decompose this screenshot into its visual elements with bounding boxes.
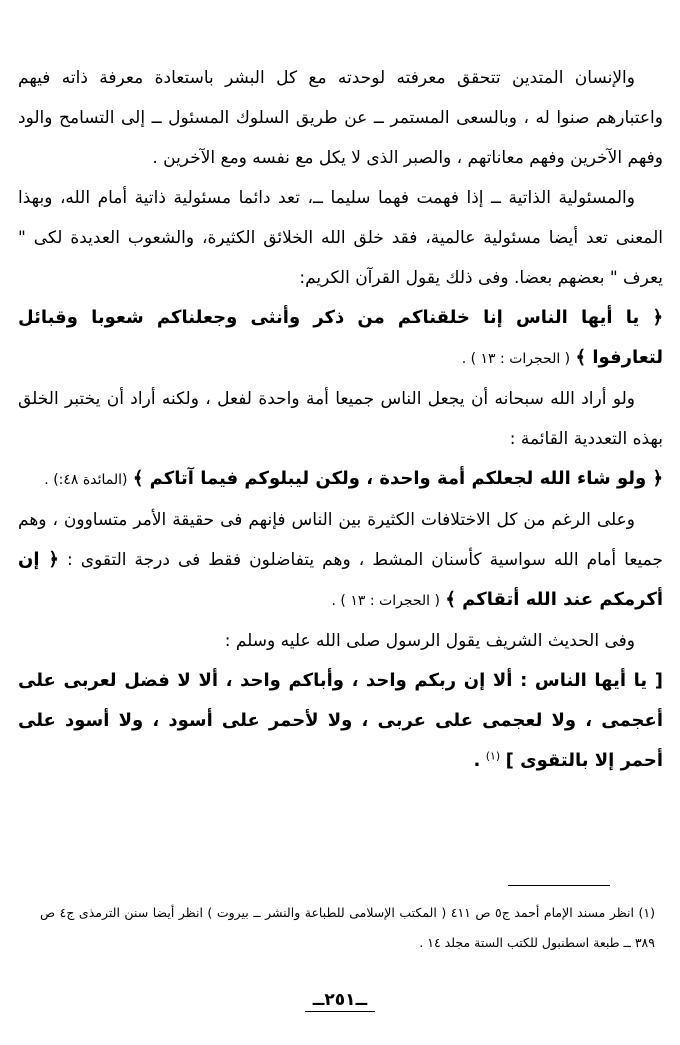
quran-ref-3: ( الحجرات : ١٣ ) . — [331, 593, 440, 609]
paragraph-2: والمسئولية الذاتية ــ إذا فهمت فهما سليما ــ، تعد دائما مسئولية ذاتية أمام الله، وبهذا المعنى تعد أيضا مسئولية عالمية، فقد خلق الله الخلائق الكثيرة، والشعوب العديدة لكى " يعرف " بعضهم بعضا. وفى ذلك يقول القرآن الكريم: — [18, 188, 663, 288]
main-text — [18, 58, 663, 781]
quran-quote-1 — [18, 298, 663, 379]
hadith-end: . — [473, 750, 481, 771]
page-number — [0, 990, 680, 1012]
footnote-1: (١) انظر مسند الإمام أحمد ج٥ ص ٤١١ ( المكتب الإسلامى للطباعة والنشر ــ بيروت ) انظر أيضا سنن الترمذى ج٤ ص ٣٨٩ ــ طبعة اسطنبول للكتب الستة مجلد ١٤ . — [40, 905, 655, 950]
paragraph-5: وفى الحديث الشريف يقول الرسول صلى الله عليه وسلم : — [224, 631, 635, 651]
hadith-text: [ يا أيها الناس : ألا إن ربكم واحد ، وأباكم واحد ، ألا لا فضل لعربى على أعجمى ، ولا لعجمى على عربى ، ولا لأحمر على أسود ، ولا أسود على أحمر إلا بالتقوى ] — [18, 670, 663, 771]
paragraph-4 — [18, 500, 663, 621]
quran-ref-2: (المائدة ٤٨:) . — [44, 472, 128, 488]
footnotes — [40, 898, 655, 958]
quran-verse-3: ﴿ إن أكرمكم عند الله أتقاكم ﴾ — [18, 549, 663, 610]
page-number-text: ــ٢٥١ــ — [305, 990, 375, 1012]
quran-verse-2: ﴿ ولو شاء الله لجعلكم أمة واحدة ، ولكن ليبلوكم فيما آتاكم ﴾ — [132, 468, 663, 489]
footnote-marker: (١) — [485, 749, 501, 763]
footnote-divider — [508, 885, 610, 886]
quran-quote-2 — [18, 459, 663, 500]
paragraph-4-text: وعلى الرغم من كل الاختلافات الكثيرة بين الناس فإنهم فى حقيقة الأمر متساوون ، وهم جميعا أمام الله سواسية كأسنان المشط ، وهم يتفاضلون فقط فى درجة التقوى : — [18, 510, 663, 570]
paragraph-1: والإنسان المتدين تتحقق معرفته لوحدته مع كل البشر باستعادة معرفة ذاته فيهم واعتبارهم صنوا له ، وبالسعى المستمر ــ عن طريق السلوك المسئول ــ إلى التسامح والود وفهم الآخرين وفهم معاناتهم ، والصبر الذى لا يكل مع نفسه ومع الآخرين . — [18, 68, 663, 168]
quran-ref-1: ( الحجرات : ١٣ ) . — [461, 351, 571, 367]
hadith-quote — [18, 661, 663, 781]
quran-verse-1: ﴿ يا أيها الناس إنا خلقناكم من ذكر وأنثى وجعلناكم شعوبا وقبائل لتعارفوا ﴾ — [18, 307, 663, 368]
paragraph-3: ولو أراد الله سبحانه أن يجعل الناس جميعا أمة واحدة لفعل ، ولكنه أراد أن يختبر الخلق بهذه التعددية القائمة : — [18, 389, 663, 449]
